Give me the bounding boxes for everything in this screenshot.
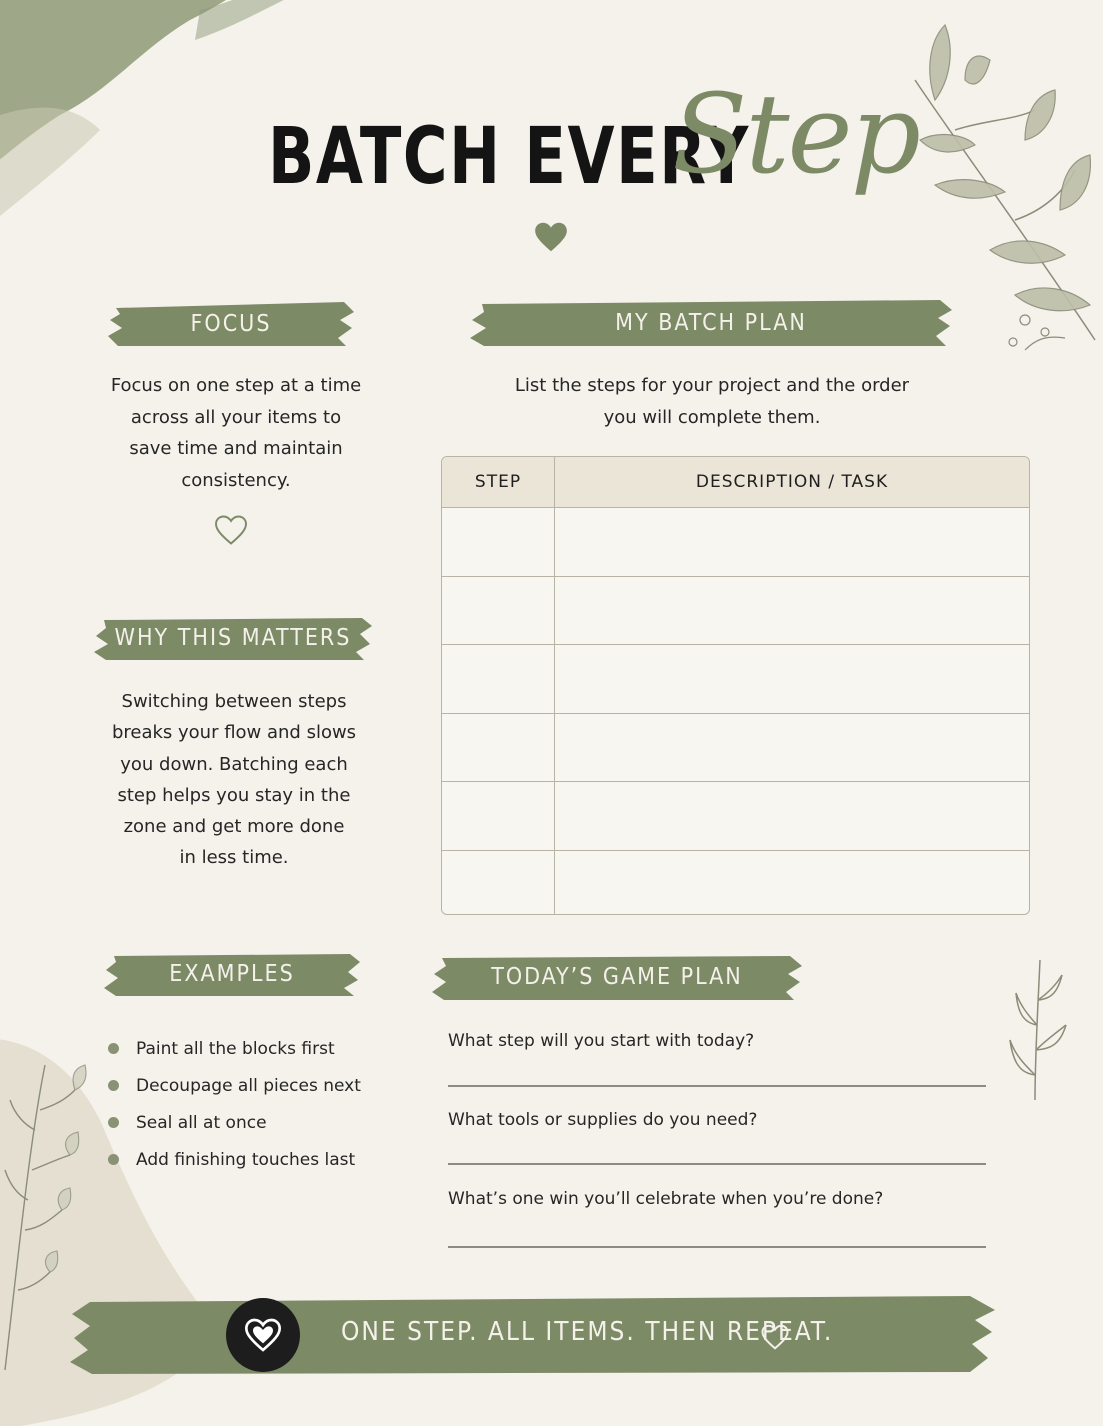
table-row bbox=[442, 577, 1029, 646]
question-2: What tools or supplies do you need? bbox=[448, 1110, 758, 1130]
description-cell[interactable] bbox=[555, 645, 1029, 713]
question-3: What’s one win you’ll celebrate when you’re done? bbox=[448, 1189, 884, 1209]
footer-banner bbox=[70, 1292, 995, 1378]
plan-text: List the steps for your project and the order you will complete them. bbox=[514, 375, 910, 428]
examples-heading-label: EXAMPLES bbox=[169, 961, 295, 987]
why-text: Switching between steps breaks your flow and slows you down. Batching each step helps you stay in the zone and get more done in less time. bbox=[111, 691, 357, 869]
table-header bbox=[442, 457, 1029, 508]
heart-outline-icon bbox=[212, 512, 250, 548]
game-plan-heading-label: TODAY’S GAME PLAN bbox=[491, 964, 743, 990]
heart-icon bbox=[532, 218, 570, 256]
heart-badge-icon bbox=[226, 1298, 300, 1372]
description-cell[interactable] bbox=[555, 508, 1029, 576]
table-row bbox=[442, 508, 1029, 577]
step-cell[interactable] bbox=[442, 714, 555, 782]
list-item: Paint all the blocks first bbox=[108, 1030, 361, 1067]
batch-plan-table bbox=[441, 456, 1030, 915]
list-item: Decoupage all pieces next bbox=[108, 1067, 361, 1104]
column-header-description: DESCRIPTION / TASK bbox=[695, 472, 889, 492]
step-cell[interactable] bbox=[442, 851, 555, 916]
why-heading-label: WHY THIS MATTERS bbox=[114, 625, 352, 651]
step-cell[interactable] bbox=[442, 782, 555, 850]
focus-heading-label: FOCUS bbox=[190, 311, 272, 337]
table-row bbox=[442, 714, 1029, 783]
step-cell[interactable] bbox=[442, 577, 555, 645]
table-row bbox=[442, 782, 1029, 851]
list-item: Add finishing touches last bbox=[108, 1141, 361, 1178]
table-row bbox=[442, 645, 1029, 714]
description-cell[interactable] bbox=[555, 851, 1029, 916]
page-title: BATCH EVERY bbox=[268, 112, 750, 202]
plan-heading bbox=[470, 296, 952, 350]
description-cell[interactable] bbox=[555, 782, 1029, 850]
bullet-icon bbox=[108, 1080, 119, 1091]
description-cell[interactable] bbox=[555, 577, 1029, 645]
table-row bbox=[442, 851, 1029, 916]
bullet-icon bbox=[108, 1117, 119, 1128]
focus-text: Focus on one step at a time across all your items to save time and maintain consistency. bbox=[110, 375, 362, 491]
bullet-icon bbox=[108, 1043, 119, 1054]
game-plan-heading bbox=[432, 950, 802, 1004]
step-cell[interactable] bbox=[442, 508, 555, 576]
list-item: Seal all at once bbox=[108, 1104, 361, 1141]
step-cell[interactable] bbox=[442, 645, 555, 713]
answer-line-2[interactable] bbox=[448, 1163, 986, 1165]
focus-heading bbox=[108, 298, 354, 350]
examples-heading bbox=[104, 948, 360, 1000]
answer-line-1[interactable] bbox=[448, 1085, 986, 1087]
description-cell[interactable] bbox=[555, 714, 1029, 782]
why-heading bbox=[94, 612, 372, 664]
heart-outline-icon bbox=[760, 1322, 790, 1352]
column-header-step: STEP bbox=[442, 457, 555, 507]
heart-outline-icon bbox=[242, 1315, 284, 1355]
plan-heading-label: MY BATCH PLAN bbox=[615, 310, 807, 336]
footer-text: ONE STEP. ALL ITEMS. THEN REPEAT. bbox=[341, 1317, 834, 1347]
answer-line-3[interactable] bbox=[448, 1246, 986, 1248]
page-title-script: Step bbox=[672, 70, 920, 198]
bullet-icon bbox=[108, 1154, 119, 1165]
leaf-sprig-icon bbox=[1000, 955, 1075, 1105]
examples-list bbox=[108, 1030, 361, 1178]
question-1: What step will you start with today? bbox=[448, 1031, 755, 1051]
